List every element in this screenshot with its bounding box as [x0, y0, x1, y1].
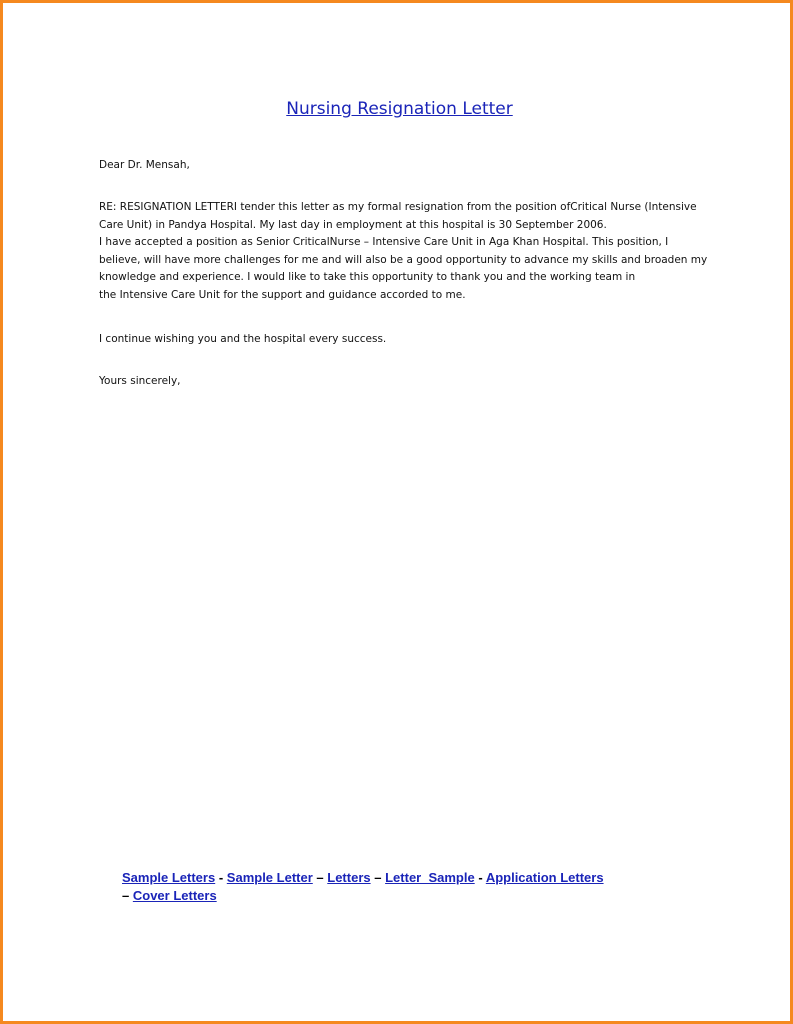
closing-paragraph — [99, 331, 711, 349]
document-title-link[interactable]: Nursing Resignation Letter — [286, 99, 513, 119]
salutation-text: Dear Dr. Mensah, — [99, 159, 190, 171]
closing-text: I continue wishing you and the hospital every success. — [99, 333, 387, 345]
body-line: believe, will have more challenges for me and will also be a good opportunity to advance my skills and broaden my — [99, 253, 708, 266]
footer-separator: – — [316, 870, 324, 885]
signoff-text: Yours sincerely, — [99, 375, 181, 387]
footer-separator: – — [122, 888, 130, 903]
body-line: Care Unit) in Pandya Hospital. My last day in employment at this hospital is 30 September 2006. — [99, 218, 607, 231]
footer-links — [122, 869, 722, 905]
footer-link-sample-letter[interactable]: Sample Letter — [226, 870, 313, 885]
footer-link-letters[interactable]: Letters — [327, 870, 371, 885]
footer-link-sample-letters[interactable]: Sample Letters — [122, 870, 216, 885]
footer-link-application-letters[interactable]: Application Letters — [485, 870, 604, 885]
footer-link-letter-sample[interactable]: Letter Sample — [385, 870, 475, 885]
body-line: RE: RESIGNATION LETTERI tender this letter as my formal resignation from the position ofCritical Nurse (Intensive — [99, 201, 697, 213]
footer-separator: – — [374, 870, 382, 885]
footer-separator: - — [478, 870, 483, 885]
body-line: knowledge and experience. I would like to take this opportunity to thank you and the working team in — [99, 271, 636, 284]
salutation — [99, 157, 711, 175]
body-line: the Intensive Care Unit for the support and guidance accorded to me. — [99, 288, 466, 301]
footer-separator: - — [218, 870, 224, 885]
body-line: I have accepted a position as Senior CriticalNurse – Intensive Care Unit in Aga Khan Hospital. This position, I — [99, 236, 669, 249]
footer-link-cover-letters[interactable]: Cover Letters — [132, 888, 217, 903]
signoff — [99, 373, 711, 391]
letter-body — [99, 199, 711, 305]
